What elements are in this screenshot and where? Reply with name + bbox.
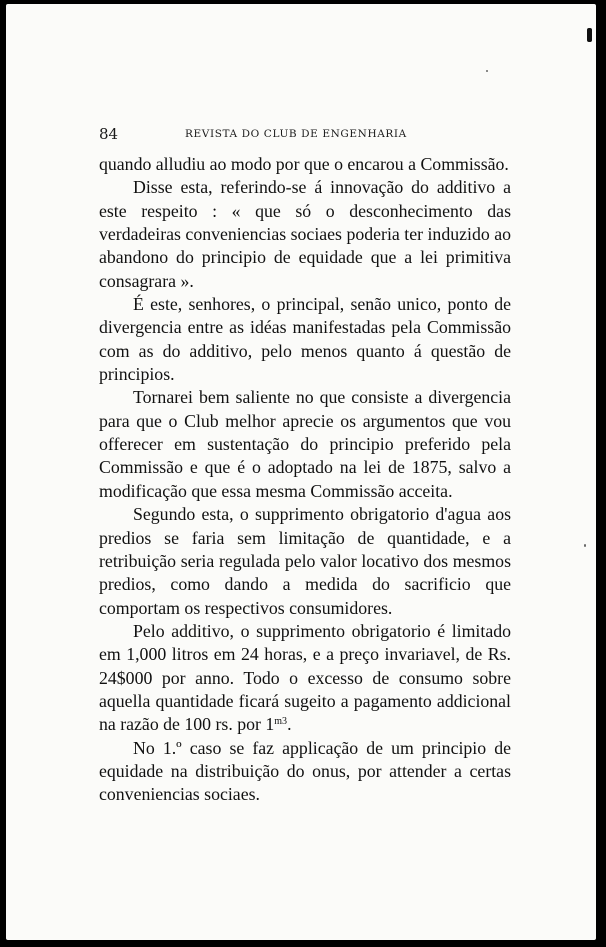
book-page: [6, 4, 596, 940]
paragraph: É este, senhores, o principal, senão unico, ponto de divergencia entre as idéas manifestadas pela Commissão com as do additivo, pelo menos quanto á questão de principios.: [99, 294, 511, 385]
page-header: [99, 125, 511, 145]
paragraph: quando alludiu ao modo por que o encarou a Commissão.: [99, 154, 509, 174]
paragraph: Pelo additivo, o supprimento obrigatorio é limitado em 1,000 litros em 24 horas, e a preço invariavel, de Rs. 24$000 por anno. Todo o excesso de consumo sobre aquella quantidade ficará sugeito a pagamento addicional na razão de 100 rs. por $1^{m3}$.: [99, 620, 511, 735]
scan-speck: [486, 70, 488, 72]
unit-superscript: m3: [274, 716, 288, 728]
paragraph: Segundo esta, o supprimento obrigatorio d'agua aos predios se faria sem limitação de quantidade, e a retribuição seria regulada pelo valor locativo dos mesmos predios, como dando a medida do sacrificio que comportam os respectivos consumidores.: [99, 504, 511, 618]
scan-smudge: [587, 28, 592, 42]
paragraph: Tornarei bem saliente no que consiste a divergencia para que o Club melhor aprecie os argumentos que vou offerecer em sustentação do principio preferido pela Commissão e que é o adoptado na lei de 1875, salvo a modificação que essa mesma Commissão acceita.: [99, 387, 511, 501]
body-text: [99, 153, 511, 807]
page-number: 84: [99, 125, 119, 143]
paragraph: Disse esta, referindo-se á innovação do additivo a este respeito : « que só o desconhecimento das verdadeiras conveniencias sociaes poderia ter induzido ao abandono do principio de equidade que a lei primitiva consagrara ».: [99, 177, 511, 291]
running-title: REVISTA DO CLUB DE ENGENHARIA: [185, 128, 407, 140]
paragraph: No 1.º caso se faz applicação de um principio de equidade na distribuição do onus, por attender a certas conveniencias sociaes.: [99, 737, 511, 805]
scan-speck: [584, 544, 586, 547]
